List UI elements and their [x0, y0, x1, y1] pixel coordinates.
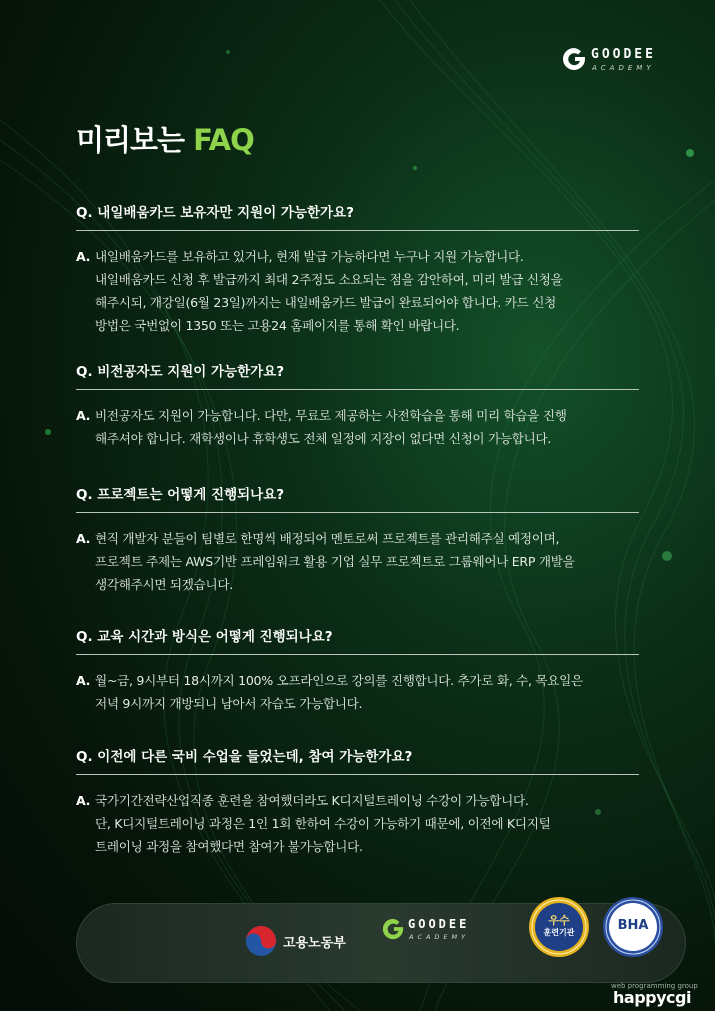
title-accent: FAQ	[193, 123, 254, 157]
footer-logo-subtitle: ACADEMY	[409, 933, 470, 941]
taegeuk-icon	[245, 925, 277, 957]
answer-line: 트레이닝 과정을 참여했다면 참여가 불가능합니다.	[95, 839, 363, 854]
goodee-footer-logo	[381, 915, 481, 955]
bha-label: BHA	[617, 918, 649, 933]
footer-logo-bar	[76, 903, 686, 983]
goodee-g-icon	[561, 46, 587, 72]
answer-line: 해주셔야 합니다. 재학생이나 휴학생도 전체 일정에 지장이 없다면 신청이 가능합니다.	[95, 431, 552, 446]
answer-line: 단, K디지털트레이닝 과정은 1인 1회 한하여 수강이 가능하기 때문에, 이전에 K디지털	[95, 816, 551, 831]
faq-item	[76, 483, 639, 596]
excellent-training-badge	[528, 896, 588, 956]
answer-line: 방법은 국번없이 1350 또는 고용24 홈페이지를 통해 확인 바랍니다.	[95, 318, 460, 333]
title-main: 미리보는	[76, 123, 194, 157]
faq-question: Q. 비전공자도 지원이 가능한가요?	[76, 360, 639, 390]
badge-line-2: 훈련기관	[543, 928, 575, 937]
faq-answer	[76, 245, 639, 337]
moel-label: 고용노동부	[283, 936, 346, 951]
faq-answer	[76, 404, 639, 450]
faq-question: Q. 이전에 다른 국비 수업을 들었는데, 참여 가능한가요?	[76, 745, 639, 775]
badge-line-1: 우수	[548, 914, 570, 927]
answer-line: 국가기간전략산업직종 훈련을 참여했더라도 K디지털트레이닝 수강이 가능합니다.	[95, 793, 529, 808]
answer-mark: A.	[76, 793, 91, 808]
answer-mark: A.	[76, 408, 91, 423]
faq-question: Q. 교육 시간과 방식은 어떻게 진행되나요?	[76, 625, 639, 655]
answer-line: 내일배움카드 신청 후 발급까지 최대 2주정도 소요되는 점을 감안하여, 미리 발급 신청을	[95, 272, 563, 287]
bha-badge	[602, 896, 662, 956]
answer-line: 월~금, 9시부터 18시까지 100% 오프라인으로 강의를 진행합니다. 추가로 화, 수, 목요일은	[95, 673, 583, 688]
faq-item	[76, 745, 639, 858]
credit-small-text: web programming group	[611, 982, 698, 990]
answer-line: 내일배움카드를 보유하고 있거나, 현재 발급 가능하다면 누구나 지원 가능합니다.	[95, 249, 524, 264]
faq-item	[76, 625, 639, 715]
answer-line: 비전공자도 지원이 가능합니다. 다만, 무료로 제공하는 사전학습을 통해 미리 학습을 진행	[95, 408, 567, 423]
answer-mark: A.	[76, 249, 91, 264]
answer-mark: A.	[76, 531, 91, 546]
logo-wordmark: GOODEE	[591, 47, 656, 62]
faq-answer	[76, 789, 639, 858]
faq-answer	[76, 669, 639, 715]
answer-line: 프로젝트 주제는 AWS기반 프레임워크 활용 기업 실무 프로젝트로 그룹웨어나 ERP 개발을	[95, 554, 575, 569]
faq-question: Q. 프로젝트는 어떻게 진행되나요?	[76, 483, 639, 513]
answer-line: 저녁 9시까지 개방되니 남아서 자습도 가능합니다.	[95, 696, 363, 711]
faq-answer	[76, 527, 639, 596]
page-title	[76, 118, 254, 159]
answer-line: 현직 개발자 분들이 팀별로 한명씩 배정되어 멘토로써 프로젝트를 관리해주실 예정이며,	[95, 531, 560, 546]
logo-subtitle: ACADEMY	[592, 64, 655, 72]
goodee-g-icon	[381, 917, 405, 941]
answer-line: 해주시되, 개강일(6월 23일)까지는 내일배움카드 발급이 완료되어야 합니다. 카드 신청	[95, 295, 556, 310]
faq-item	[76, 201, 639, 337]
faq-question: Q. 내일배움카드 보유자만 지원이 가능한가요?	[76, 201, 639, 231]
moel-logo	[245, 922, 365, 962]
goodee-academy-logo	[561, 46, 671, 78]
credit-name: happycgi	[613, 988, 691, 1007]
faq-item	[76, 360, 639, 450]
answer-line: 생각해주시면 되겠습니다.	[95, 577, 233, 592]
answer-mark: A.	[76, 673, 91, 688]
footer-logo-wordmark: GOODEE	[408, 917, 470, 931]
